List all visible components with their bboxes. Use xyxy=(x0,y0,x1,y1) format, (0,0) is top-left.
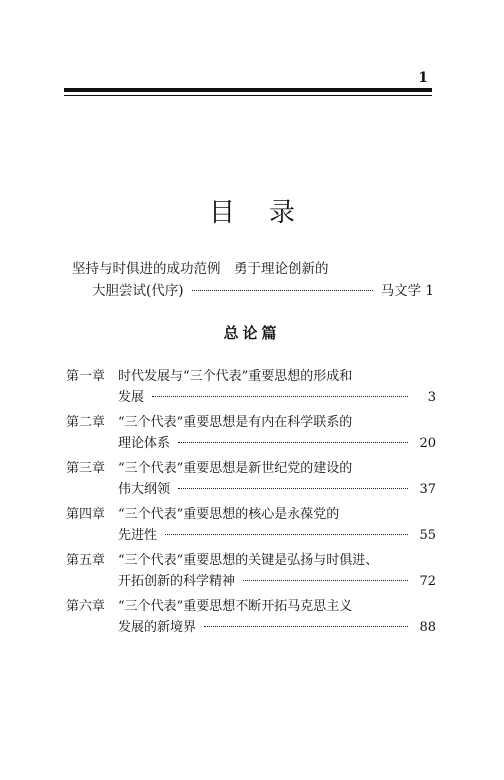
chapter-title-line1: 时代发展与“三个代表”重要思想的形成和 xyxy=(118,369,353,384)
chapter-entry xyxy=(66,596,436,638)
chapter-entry xyxy=(66,366,436,408)
chapter-number: 第一章 xyxy=(66,369,106,384)
preface-title-line2: 大胆尝试(代序) xyxy=(92,283,184,299)
chapter-entry xyxy=(66,504,436,546)
dot-leader xyxy=(165,534,408,535)
section-heading: 总论篇 xyxy=(223,324,281,342)
dot-leader xyxy=(243,580,408,581)
chapter-number: 第二章 xyxy=(66,415,106,430)
chapter-title-line2: 开拓创新的科学精神 xyxy=(118,574,236,589)
chapter-page: 72 xyxy=(419,574,436,589)
chapter-title-line2: 发展 xyxy=(118,390,145,405)
chapter-page: 20 xyxy=(419,436,436,451)
chapter-title-line1: “三个代表”重要思想是新世纪党的建设的 xyxy=(118,461,353,476)
chapter-page: 37 xyxy=(419,482,436,497)
header-rule-thick xyxy=(64,88,432,92)
chapter-title-line2: 发展的新境界 xyxy=(118,620,197,635)
chapter-title-line1: “三个代表”重要思想的核心是永葆党的 xyxy=(118,507,340,522)
chapter-title-line1: “三个代表”重要思想的关键是弘扬与时俱进、 xyxy=(118,553,379,568)
dot-leader xyxy=(204,626,408,627)
chapter-number: 第六章 xyxy=(66,599,106,614)
chapter-entry xyxy=(66,458,436,500)
chapter-number: 第五章 xyxy=(66,553,106,568)
header-rule-thin xyxy=(64,95,432,96)
dot-leader xyxy=(192,290,373,291)
chapter-number: 第四章 xyxy=(66,507,106,522)
page-number: 1 xyxy=(418,70,428,86)
dot-leader xyxy=(178,442,408,443)
chapter-title-line1: “三个代表”重要思想是有内在科学联系的 xyxy=(118,415,353,430)
chapter-number: 第三章 xyxy=(66,461,106,476)
chapter-list xyxy=(66,366,436,642)
preface-author-page: 马文学 1 xyxy=(380,283,434,299)
preface-title-line1: 坚持与时俱进的成功范例 勇于理论创新的 xyxy=(72,261,329,277)
preface-entry xyxy=(72,258,434,302)
chapter-page: 3 xyxy=(427,390,436,405)
toc-title: 目录 xyxy=(208,198,329,228)
chapter-title-line1: “三个代表”重要思想不断开拓马克思主义 xyxy=(118,599,353,614)
chapter-title-line2: 先进性 xyxy=(118,528,158,543)
chapter-entry xyxy=(66,550,436,592)
chapter-page: 88 xyxy=(419,620,436,635)
chapter-page: 55 xyxy=(419,528,436,543)
dot-leader xyxy=(178,488,408,489)
chapter-title-line2: 理论体系 xyxy=(118,436,171,451)
chapter-entry xyxy=(66,412,436,454)
chapter-title-line2: 伟大纲领 xyxy=(118,482,171,497)
dot-leader xyxy=(152,396,408,397)
